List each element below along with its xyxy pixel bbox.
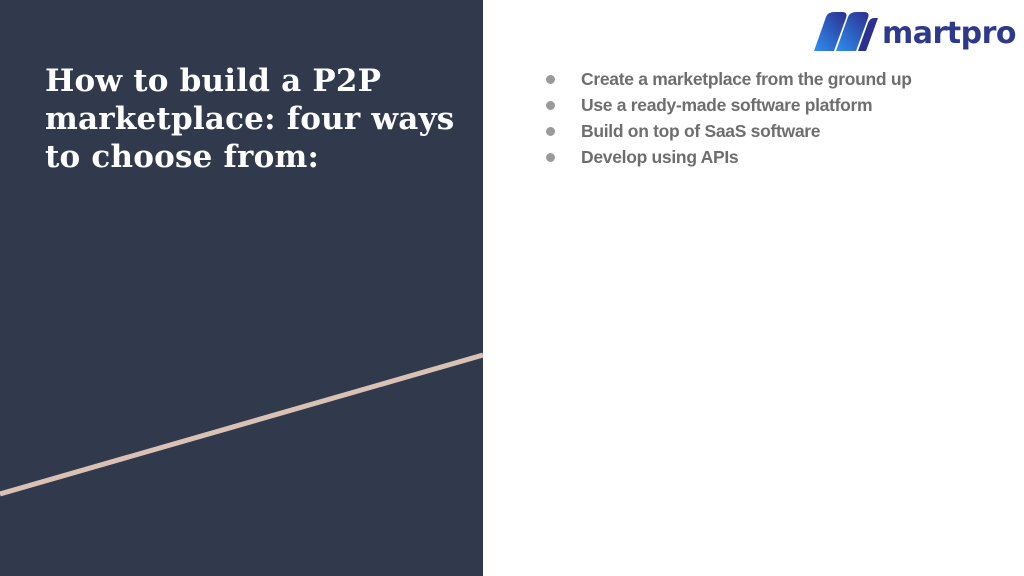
bullet-text: Use a ready-made software platform xyxy=(581,94,873,115)
bullet-dot-icon xyxy=(546,127,555,136)
list-item xyxy=(546,144,912,170)
list-item xyxy=(546,66,912,92)
bullet-dot-icon xyxy=(546,75,555,84)
bullet-text: Build on top of SaaS software xyxy=(581,120,821,141)
logo-wordmark: martpro xyxy=(882,15,1017,51)
bullet-dot-icon xyxy=(546,153,555,162)
left-title-panel xyxy=(0,0,483,576)
bullet-text: Develop using APIs xyxy=(581,146,739,167)
martpro-logo-mark-icon xyxy=(812,11,880,53)
bullet-dot-icon xyxy=(546,101,555,110)
slide-title: How to build a P2P marketplace: four ways to choose from: xyxy=(45,63,455,175)
bullet-list xyxy=(546,66,912,170)
list-item xyxy=(546,118,912,144)
list-item xyxy=(546,92,912,118)
martpro-logo xyxy=(812,10,1016,54)
bullet-text: Create a marketplace from the ground up xyxy=(581,68,912,89)
